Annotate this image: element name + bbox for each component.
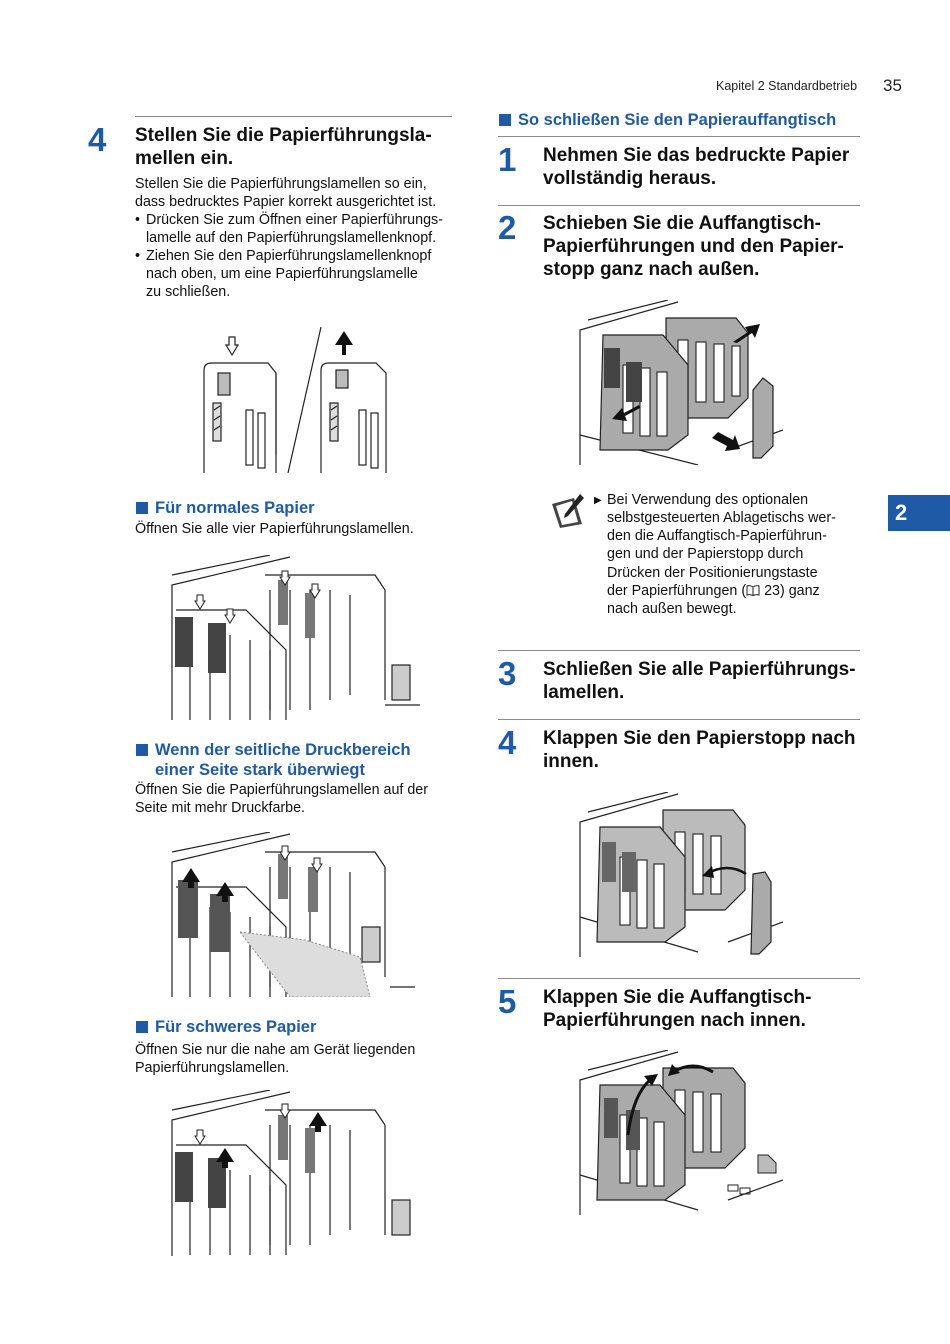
step-title: stopp ganz nach außen. xyxy=(543,259,760,280)
step-title: innen. xyxy=(543,751,599,772)
square-bullet-icon xyxy=(499,114,511,126)
fold-guides-illustration xyxy=(578,1050,783,1215)
note-pencil-icon xyxy=(550,492,586,528)
bullet-dot: • xyxy=(135,212,141,228)
square-bullet-icon xyxy=(136,502,148,514)
divider xyxy=(498,978,860,979)
step-title: Schließen Sie alle Papierführungs- xyxy=(543,659,856,680)
side-print-illustration xyxy=(170,832,420,997)
step-number: 5 xyxy=(498,983,517,1020)
intro-text: Stellen Sie die Papierführungslamellen so ein, xyxy=(135,176,427,192)
step-number: 2 xyxy=(498,209,517,246)
intro-text: dass bedrucktes Papier korrekt ausgerichtet ist. xyxy=(135,194,437,210)
note-text-part: 23) ganz xyxy=(760,583,820,599)
step-title: mellen ein. xyxy=(135,148,234,169)
subheading: Für normales Papier xyxy=(155,499,315,517)
square-bullet-icon xyxy=(136,1021,148,1033)
bullet-item xyxy=(135,247,465,301)
bullet-text: zu schließen. xyxy=(146,284,231,300)
section-heading: So schließen Sie den Papierauffangtisch xyxy=(518,111,837,129)
step-title: Schieben Sie die Auffangtisch- xyxy=(543,213,822,234)
bullet-text: lamelle auf den Papierführungslamellenknopf. xyxy=(146,230,437,246)
step-number: 4 xyxy=(498,724,517,761)
divider xyxy=(498,205,860,206)
step-title: vollständig heraus. xyxy=(543,168,717,189)
step-title: Nehmen Sie das bedruckte Papier xyxy=(543,145,850,166)
divider xyxy=(498,719,860,720)
note-text: Drücken der Positionierungstaste xyxy=(607,565,818,581)
note-text xyxy=(607,582,820,600)
note-text: gen und der Papierstopp durch xyxy=(607,546,804,562)
body-text: Öffnen Sie nur die nahe am Gerät liegenden xyxy=(135,1042,416,1058)
open-guides-illustration xyxy=(578,300,783,465)
divider xyxy=(498,650,860,651)
body-text: Öffnen Sie alle vier Papierführungslamellen. xyxy=(135,521,414,537)
bullet-text: nach oben, um eine Papierführungslamelle xyxy=(146,266,418,282)
step-title: Papierführungen nach innen. xyxy=(543,1010,806,1031)
divider xyxy=(498,136,860,137)
body-text: Seite mit mehr Druckfarbe. xyxy=(135,800,306,816)
note-text: selbstgesteuerten Ablagetischs wer- xyxy=(607,510,836,526)
bullet-item xyxy=(135,211,465,247)
bullet-dot: • xyxy=(135,248,141,264)
note-text: nach außen bewegt. xyxy=(607,601,737,617)
bullet-text: Drücken Sie zum Öffnen einer Papierführungs- xyxy=(146,212,443,228)
note-text: Bei Verwendung des optionalen xyxy=(607,492,809,508)
body-text: Öffnen Sie die Papierführungslamellen auf der xyxy=(135,782,429,798)
step-title: Klappen Sie den Papierstopp nach xyxy=(543,728,856,749)
normal-paper-illustration xyxy=(170,555,420,720)
note-text: den die Auffangtisch-Papierführun- xyxy=(607,528,827,544)
fold-stopper-illustration xyxy=(578,792,783,957)
book-reference-icon[interactable] xyxy=(746,583,760,594)
step-number: 1 xyxy=(498,141,517,178)
square-bullet-icon xyxy=(136,744,148,756)
step-title: Klappen Sie die Auffangtisch- xyxy=(543,987,812,1008)
note-arrow-icon: ▶ xyxy=(594,495,602,506)
bullet-text: Ziehen Sie den Papierführungslamellenknopf xyxy=(146,248,432,264)
page-number: 35 xyxy=(883,76,902,95)
chapter-tab[interactable]: 2 xyxy=(888,495,950,531)
heavy-paper-illustration xyxy=(170,1090,420,1256)
divider xyxy=(135,116,452,117)
step-title: Papierführungen und den Papier- xyxy=(543,236,844,257)
note-text-part: der Papierführungen ( xyxy=(607,583,747,599)
running-head: Kapitel 2 Standardbetrieb xyxy=(716,79,858,93)
subheading: Wenn der seitliche Druckbereich xyxy=(155,741,411,759)
step-title: Stellen Sie die Papierführungsla- xyxy=(135,125,432,146)
lever-illustration xyxy=(196,325,396,473)
subheading: Für schweres Papier xyxy=(155,1018,317,1036)
step-title: lamellen. xyxy=(543,682,625,703)
subheading: einer Seite stark überwiegt xyxy=(155,761,365,779)
step-number: 4 xyxy=(88,121,107,158)
step-number: 3 xyxy=(498,655,517,692)
body-text: Papierführungslamellen. xyxy=(135,1060,290,1076)
